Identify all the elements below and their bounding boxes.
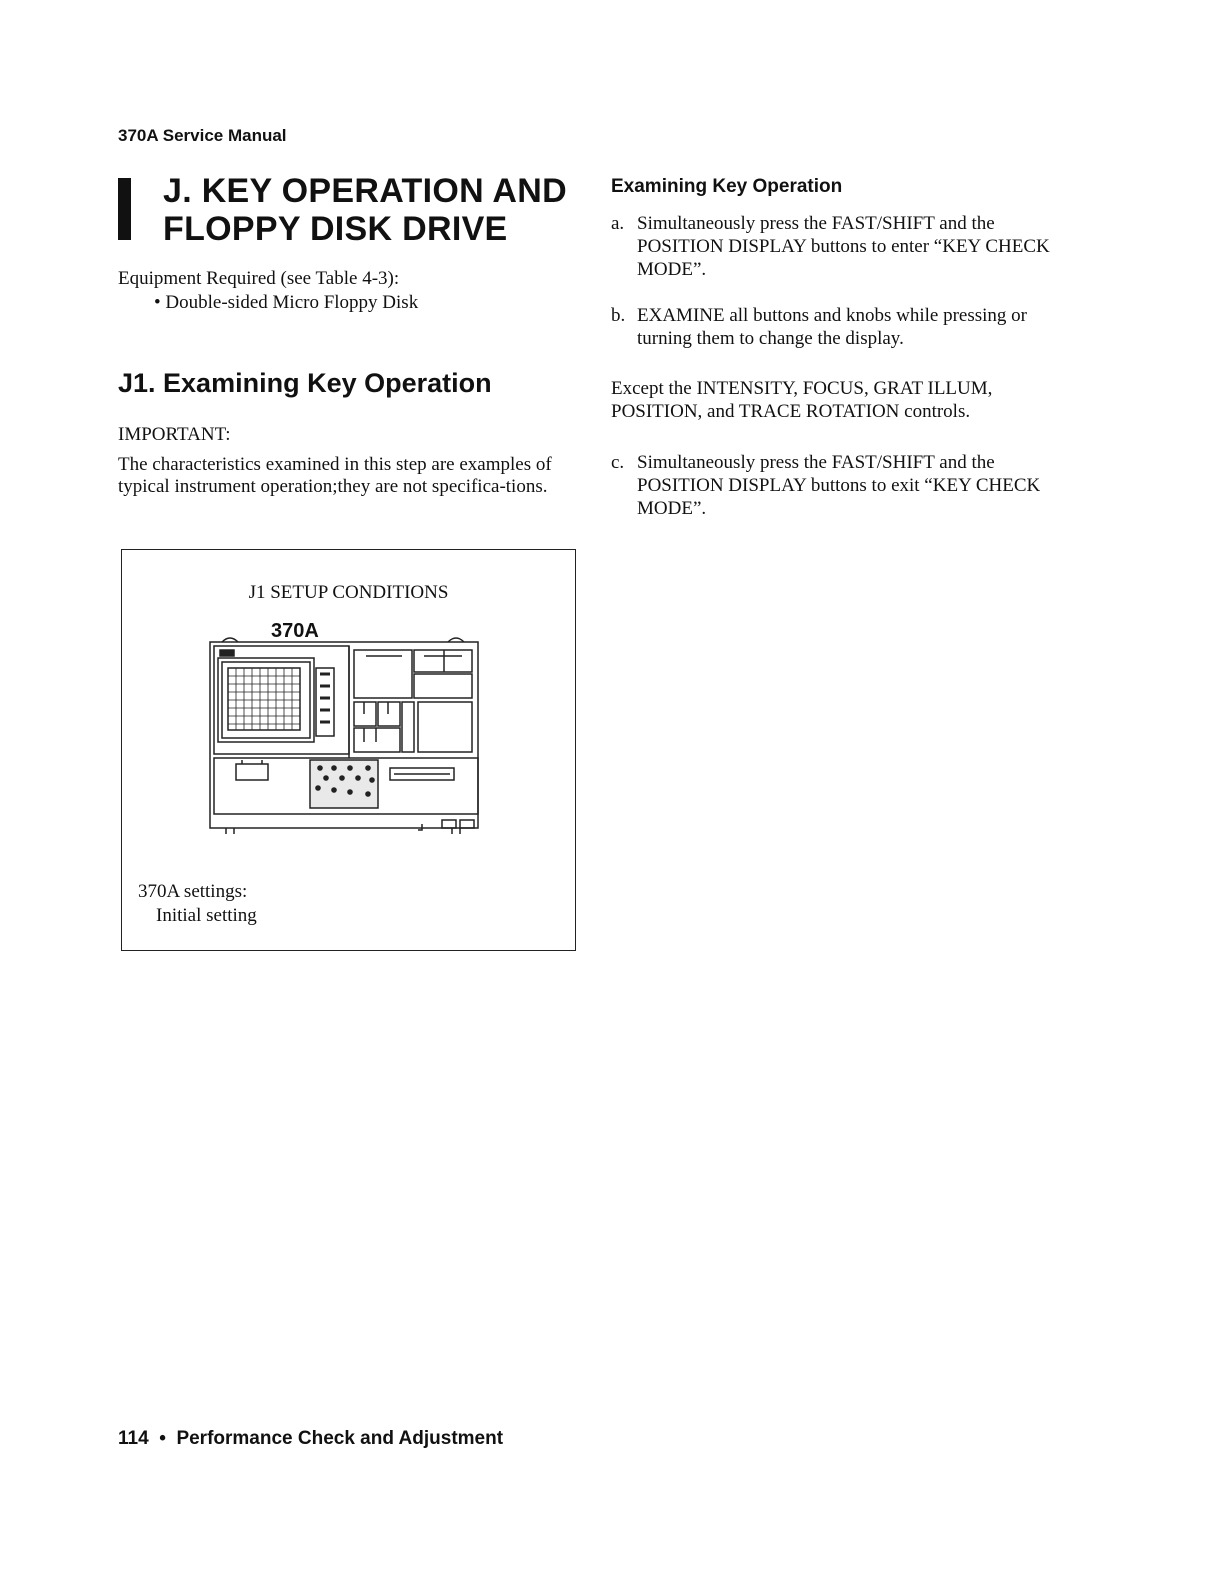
footer-chapter: Performance Check and Adjustment xyxy=(176,1428,504,1449)
section-title-line1: J. KEY OPERATION AND xyxy=(163,172,567,210)
step-b-letter: b. xyxy=(611,305,626,326)
settings-value: Initial setting xyxy=(156,905,257,926)
step-c-letter: c. xyxy=(611,452,625,473)
important-text: The characteristics examined in this step are examples of typical instrument operation;they are not specifica-tions. xyxy=(118,454,552,497)
step-a-rest: POSITION DISPLAY buttons to enter “KEY CHECK MODE”. xyxy=(637,236,1050,280)
step-b xyxy=(611,304,1067,350)
page-footer xyxy=(118,1428,503,1450)
subsection-title: J1. Examining Key Operation xyxy=(118,368,492,398)
settings-block xyxy=(138,880,257,928)
equipment-label: Equipment Required (see Table 4-3): xyxy=(118,268,400,289)
step-a xyxy=(611,212,1067,281)
step-b-rest: turning them to change the display. xyxy=(637,328,904,349)
step-a-letter: a. xyxy=(611,213,625,234)
except-note: Except the INTENSITY, FOCUS, GRAT ILLUM, POSITION, and TRACE ROTATION controls. xyxy=(611,378,993,422)
instrument-front-panel-illustration xyxy=(206,634,481,834)
section-title xyxy=(163,172,567,248)
section-marker-bar xyxy=(118,178,131,240)
footer-separator: • xyxy=(159,1428,166,1449)
equipment-required xyxy=(118,267,418,315)
step-c-rest: POSITION DISPLAY buttons to exit “KEY CHECK MODE”. xyxy=(637,475,1041,519)
section-title-line2: FLOPPY DISK DRIVE xyxy=(163,210,508,248)
step-c xyxy=(611,451,1067,520)
setup-conditions-box xyxy=(121,549,576,951)
procedure-heading: Examining Key Operation xyxy=(611,176,843,197)
page-number: 114 xyxy=(118,1428,149,1449)
model-label: 370A xyxy=(271,620,319,642)
step-c-line1: Simultaneously press the FAST/SHIFT and the xyxy=(637,452,995,473)
setup-title: J1 SETUP CONDITIONS xyxy=(248,582,449,603)
step-b-line1: EXAMINE all buttons and knobs while pressing or xyxy=(637,305,1027,326)
step-a-line1: Simultaneously press the FAST/SHIFT and the xyxy=(637,213,995,234)
settings-label: 370A settings: xyxy=(138,881,248,902)
important-label: IMPORTANT: xyxy=(118,424,231,445)
equipment-item: • Double-sided Micro Floppy Disk xyxy=(154,292,419,313)
running-head: 370A Service Manual xyxy=(118,126,287,145)
